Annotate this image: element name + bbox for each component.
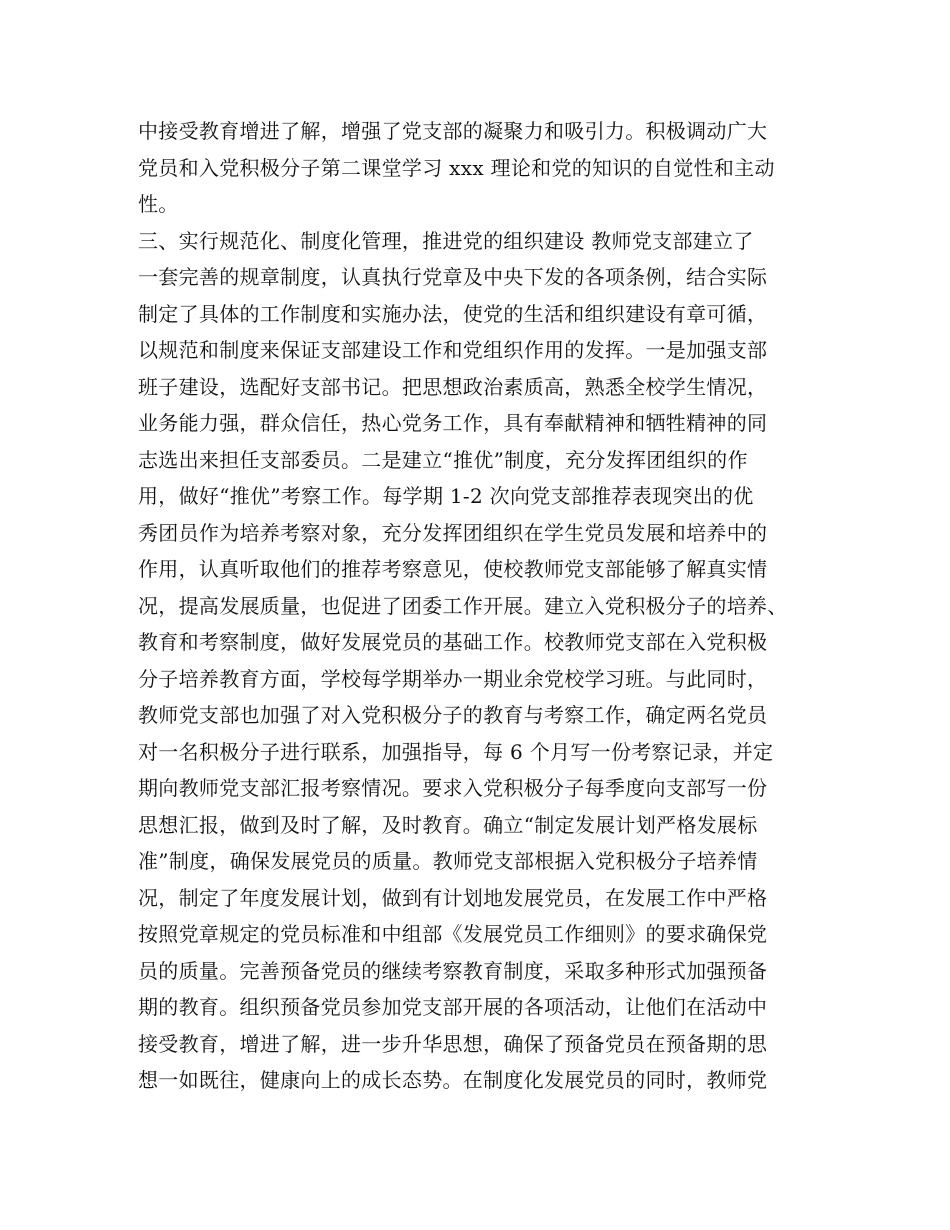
text-line: 况，提高发展质量，也促进了团委工作开展。建立入党积极分子的培养、 <box>138 593 788 618</box>
text-line: 教师党支部也加强了对入党积极分子的教育与考察工作，确定两名党员 <box>138 703 768 727</box>
text-line: 员的质量。完善预备党员的继续考察教育制度，采取多种形式加强预备 <box>138 958 768 983</box>
text-line: 况，制定了年度发展计划，做到有计划地发展党员，在发展工作中严格 <box>138 885 768 910</box>
body-text <box>138 113 838 1099</box>
text-line: 业务能力强，群众信任，热心党务工作，具有奉献精神和牺牲精神的同 <box>138 411 768 435</box>
text-line: 准”制度，确保发展党员的质量。教师党支部根据入党积极分子培养情 <box>138 849 758 873</box>
text-line: 用，做好“推优”考察工作。每学期 1-2 次向党支部推荐表现突出的优 <box>138 484 754 508</box>
text-line: 中接受教育增进了解，增强了党支部的凝聚力和吸引力。积极调动广大 <box>138 119 768 143</box>
text-line: 期的教育。组织预备党员参加党支部开展的各项活动，让他们在活动中 <box>138 995 768 1019</box>
text-line: 志选出来担任支部委员。二是建立“推优”制度，充分发挥团组织的作 <box>138 447 748 472</box>
text-line: 按照党章规定的党员标准和中组部《发展党员工作细则》的要求确保党 <box>138 922 768 946</box>
text-line: 思想汇报，做到及时了解，及时教育。确立“制定发展计划严格发展标 <box>138 812 758 837</box>
text-line: 一套完善的规章制度，认真执行党章及中央下发的各项条例，结合实际 <box>138 265 768 289</box>
text-line: 对一名积极分子进行联系，加强指导，每 6 个月写一份考察记录，并定 <box>138 739 774 764</box>
text-line: 秀团员作为培养考察对象，充分发挥团组织在学生党员发展和培养中的 <box>138 520 768 545</box>
text-line: 性。 <box>138 192 179 216</box>
text-line: 分子培养教育方面，学校每学期举办一期业余党校学习班。与此同时， <box>138 666 768 691</box>
text-line: 作用，认真听取他们的推荐考察意见，使校教师党支部能够了解真实情 <box>138 557 768 581</box>
text-line: 期向教师党支部汇报考察情况。要求入党积极分子每季度向支部写一份 <box>138 776 768 800</box>
text-line: 想一如既往，健康向上的成长态势。在制度化发展党员的同时，教师党 <box>138 1068 768 1092</box>
text-line: 以规范和制度来保证支部建设工作和党组织作用的发挥。一是加强支部 <box>138 338 768 362</box>
text-line: 班子建设，选配好支部书记。把思想政治素质高，熟悉全校学生情况， <box>138 374 768 399</box>
text-line: 党员和入党积极分子第二课堂学习 xxx 理论和党的知识的自觉性和主动 <box>138 155 775 180</box>
text-line: 接受教育，增进了解，进一步升华思想，确保了预备党员在预备期的思 <box>138 1031 768 1056</box>
text-line: 三、实行规范化、制度化管理，推进党的组织建设 教师党支部建立了 <box>138 228 754 253</box>
text-line: 制定了具体的工作制度和实施办法，使党的生活和组织建设有章可循， <box>138 301 768 326</box>
text-line: 教育和考察制度，做好发展党员的基础工作。校教师党支部在入党积极 <box>138 630 768 654</box>
